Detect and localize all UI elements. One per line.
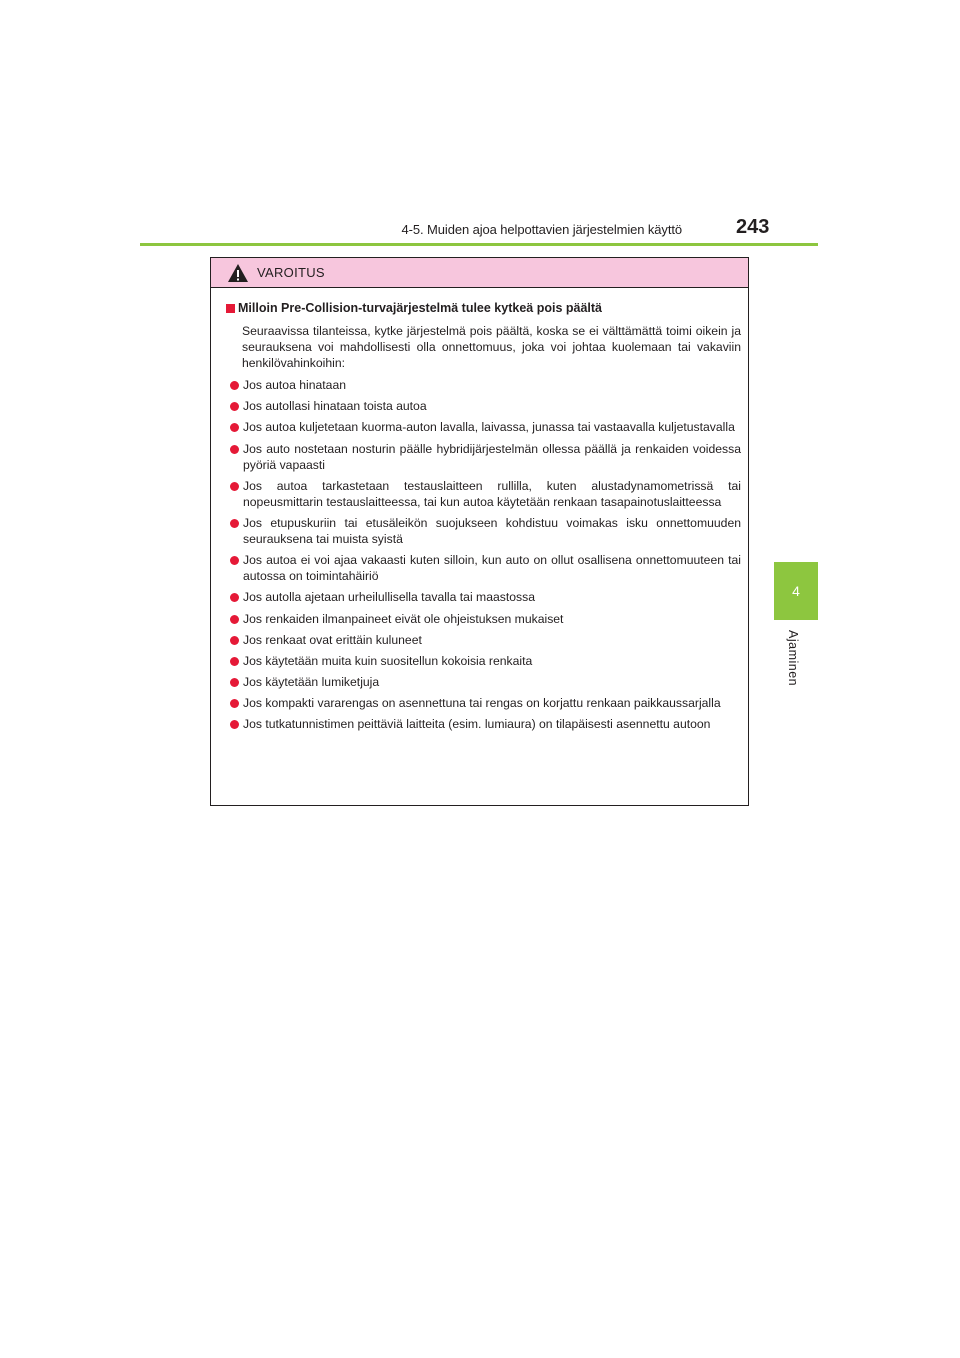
bullet-dot-icon: [230, 657, 239, 666]
condition-list: [226, 377, 741, 732]
bullet-dot-icon: [230, 699, 239, 708]
list-item: [226, 589, 741, 605]
list-item-text: Jos autolla ajetaan urheilullisella tavalla tai maastossa: [243, 590, 535, 605]
chapter-number: 4: [792, 583, 800, 599]
warning-triangle-icon: [227, 263, 249, 283]
square-bullet-icon: [226, 304, 235, 313]
header-divider: [140, 243, 818, 246]
bullet-dot-icon: [230, 678, 239, 687]
list-item-text: Jos renkaiden ilmanpaineet eivät ole ohjeistuksen mukaiset: [243, 611, 564, 626]
warning-title: VAROITUS: [257, 265, 325, 280]
list-item: [226, 552, 741, 584]
list-item: [226, 441, 741, 473]
list-item: [226, 419, 741, 435]
list-item-text: Jos autoa ei voi ajaa vakaasti kuten silloin, kun auto on ollut osallisena onnettomuuteen tai autossa on toimintahäiriö: [243, 553, 741, 584]
list-item-text: Jos tutkatunnistimen peittäviä laitteita (esim. lumiaura) on tilapäisesti asennettu autoon: [243, 717, 711, 732]
list-item: [226, 695, 741, 711]
bullet-dot-icon: [230, 423, 239, 432]
list-item: [226, 377, 741, 393]
list-item: [226, 653, 741, 669]
list-item-text: Jos auto nostetaan nosturin päälle hybridijärjestelmän ollessa päällä ja renkaiden voidessa pyöriä vapaasti: [243, 441, 741, 472]
list-item: [226, 632, 741, 648]
list-item-text: Jos renkaat ovat erittäin kuluneet: [243, 632, 422, 647]
section-heading: [226, 300, 741, 316]
bullet-dot-icon: [230, 636, 239, 645]
list-item: [226, 674, 741, 690]
intro-paragraph: Seuraavissa tilanteissa, kytke järjestelmä pois päältä, koska se ei välttämättä toimi oikein ja seurauksena voi mahdollisesti olla onnettomuus, joka voi johtaa kuolemaan tai vakaviin henkilövahinkoihin:: [242, 324, 741, 370]
list-item-text: Jos kompakti vararengas on asennettuna tai rengas on korjattu renkaan paikkaussarjalla: [243, 696, 721, 711]
chapter-tab: [774, 562, 818, 620]
bullet-dot-icon: [230, 519, 239, 528]
warning-box: [210, 257, 749, 806]
bullet-dot-icon: [230, 615, 239, 624]
chapter-label: Ajaminen: [786, 630, 800, 687]
list-item: [226, 478, 741, 510]
list-item-text: Jos käytetään lumiketjuja: [243, 675, 380, 690]
list-item-text: Jos autoa tarkastetaan testauslaitteen rullilla, kuten alustadynamometrissä tai nopeusmittarin testauslaitteessa, tai kun autoa käytetään renkaan tasapainotuslaitteessa: [243, 478, 741, 509]
warning-body: [211, 288, 748, 732]
bullet-dot-icon: [230, 556, 239, 565]
list-item-text: Jos autoa kuljetetaan kuorma-auton lavalla, laivassa, junassa tai vastaavalla kuljetustavalla: [243, 420, 735, 435]
list-item: [226, 716, 741, 732]
section-heading-text: Milloin Pre-Collision-turvajärjestelmä tulee kytkeä pois päältä: [238, 301, 603, 315]
page-number: 243: [736, 216, 770, 238]
list-item: [226, 515, 741, 547]
list-item-text: Jos etupuskuriin tai etusäleikön suojukseen kohdistuu voimakas isku onnettomuuden seurauksena tai muista syistä: [243, 515, 741, 546]
bullet-dot-icon: [230, 445, 239, 454]
list-item: [226, 611, 741, 627]
bullet-dot-icon: [230, 402, 239, 411]
bullet-dot-icon: [230, 720, 239, 729]
bullet-dot-icon: [230, 593, 239, 602]
list-item-text: Jos autoa hinataan: [243, 378, 346, 392]
bullet-dot-icon: [230, 482, 239, 491]
bullet-dot-icon: [230, 381, 239, 390]
list-item-text: Jos autollasi hinataan toista autoa: [243, 399, 427, 414]
page-header-title: 4-5. Muiden ajoa helpottavien järjestelmien käyttö: [401, 222, 682, 237]
list-item-text: Jos käytetään muita kuin suositellun kokoisia renkaita: [243, 653, 533, 668]
list-item: [226, 398, 741, 414]
warning-header: [211, 258, 748, 288]
